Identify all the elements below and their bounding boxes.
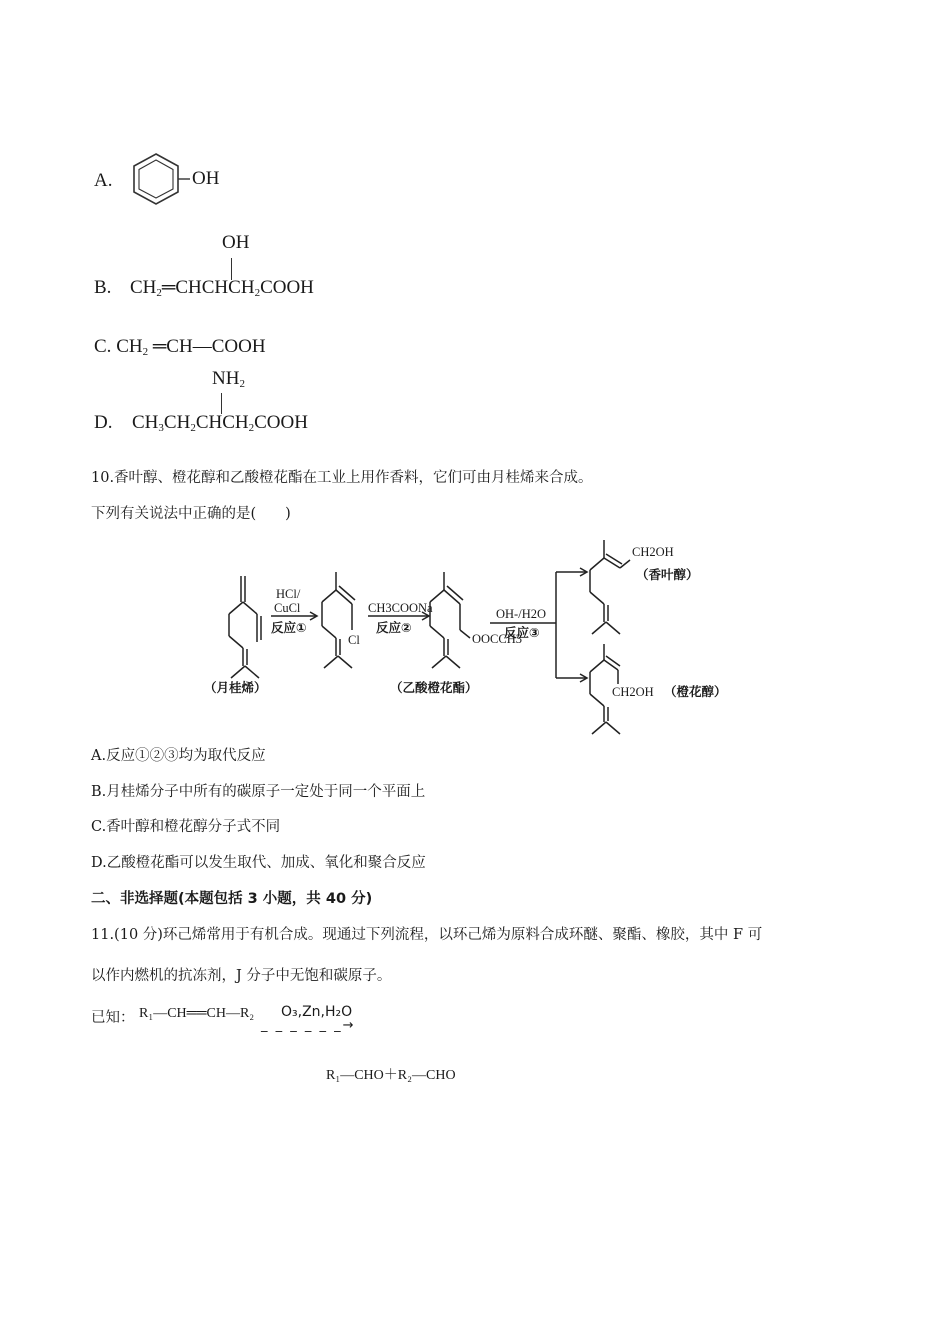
phenol-structure xyxy=(122,146,202,216)
myrcene-structure xyxy=(229,576,261,678)
geraniol-group: CH2OH xyxy=(632,545,674,559)
reagent-3: OH-/H2O xyxy=(496,607,546,621)
reagent-2: CH3COONa xyxy=(368,601,433,615)
section-2-heading: 二、非选择题(本题包括 3 小题，共 40 分) xyxy=(91,891,373,907)
option-a-label: A. xyxy=(94,170,113,191)
known-prefix: 已知： xyxy=(91,1010,135,1026)
q10-option-a: A.反应①②③均为取代反应 xyxy=(91,748,266,764)
q11-known-reaction xyxy=(91,1004,491,1044)
q10-option-c: C.香叶醇和橙花醇分子式不同 xyxy=(91,819,281,835)
q10-stem-line1: 10.香叶醇、橙花醇和乙酸橙花酯在工业上用作香料，它们可由月桂烯来合成。 xyxy=(91,470,593,486)
reaction-2-label: 反应② xyxy=(376,620,412,635)
reaction-1-label: 反应① xyxy=(271,620,307,635)
ester-group: OOCCH3 xyxy=(472,632,523,646)
q11-known-products: R₁—CHO＋R₂—CHO xyxy=(326,1068,456,1083)
phenol-oh-group: OH xyxy=(192,168,220,189)
q9-option-b xyxy=(94,232,394,302)
known-reactant: R₁—CH══CH—R₂ xyxy=(139,1006,255,1021)
option-c-label: C. xyxy=(94,336,112,357)
option-b-formula: $CH_2═CHCHCH_2COOH$ xyxy=(130,277,314,299)
geraniol-name: （香叶醇） xyxy=(636,567,699,582)
chloride-cl: Cl xyxy=(348,633,360,647)
nerol-name: （橙花醇） xyxy=(664,684,727,699)
reaction-3-label: 反应③ xyxy=(504,625,540,640)
q9-option-d xyxy=(94,368,414,438)
q9-option-a xyxy=(94,166,244,216)
neryl-acetate-structure xyxy=(430,572,470,668)
known-conditions: O₃,Zn,H₂O xyxy=(281,1004,353,1020)
synthesis-scheme xyxy=(200,532,760,742)
option-d-label: D. xyxy=(94,412,113,433)
geraniol-structure xyxy=(590,540,630,634)
option-b-oh: OH xyxy=(222,232,250,253)
known-dashed-arrow: _ _ _ _ _ _→ xyxy=(261,1018,356,1033)
chloride-structure xyxy=(322,572,355,668)
q11-stem-line1: 11.(10 分)环己烯常用于有机合成。现通过下列流程，以环己烯为原料合成环醚、聚酯、橡胶，其中 F 可 xyxy=(91,927,763,943)
nerol-group: CH2OH xyxy=(612,685,654,699)
reagent-1-bottom: CuCl xyxy=(274,601,301,615)
option-d-bond xyxy=(221,393,222,414)
q10-stem-line2: 下列有关说法中正确的是( ) xyxy=(91,506,291,522)
neryl-acetate-name: （乙酸橙花酯） xyxy=(390,680,478,695)
q10-option-b: B.月桂烯分子中所有的碳原子一定处于同一个平面上 xyxy=(91,784,426,800)
option-b-label: B. xyxy=(94,277,112,298)
option-c-formula: $CH_2$ ═CH—COOH xyxy=(116,336,266,358)
option-d-formula: $CH_3CH_2CHCH_2COOH$ xyxy=(132,412,308,434)
q10-option-d: D.乙酸橙花酯可以发生取代、加成、氧化和聚合反应 xyxy=(91,855,426,871)
option-d-nh2: $NH_2$ xyxy=(212,368,245,390)
reagent-1-top: HCl/ xyxy=(276,587,301,601)
myrcene-name: （月桂烯） xyxy=(204,680,267,695)
q11-stem-line2: 以作内燃机的抗冻剂，J 分子中无饱和碳原子。 xyxy=(91,968,392,984)
q9-option-c xyxy=(94,336,266,358)
